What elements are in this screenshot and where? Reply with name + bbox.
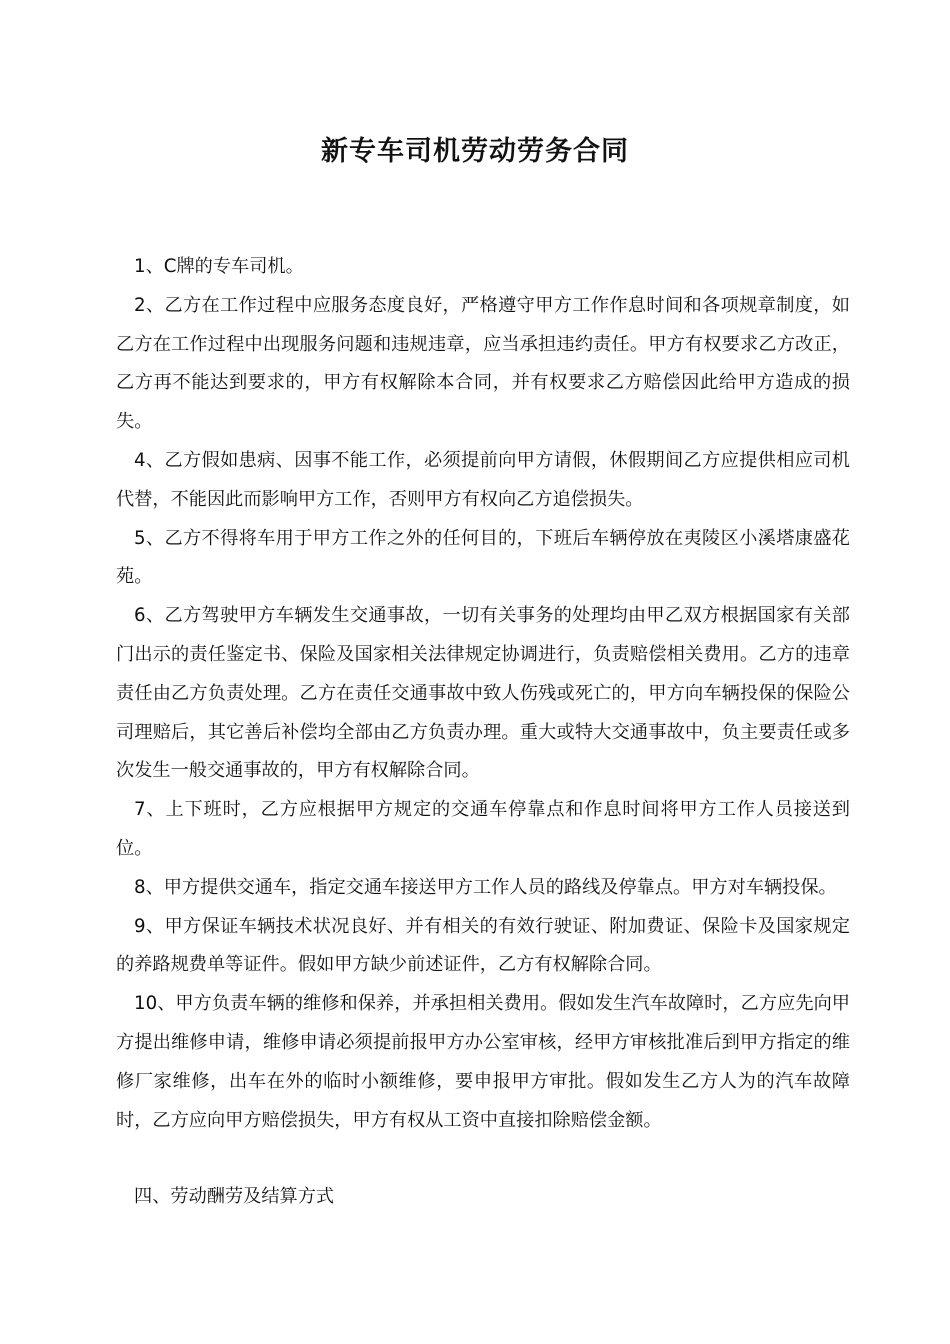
clause-8: 8、甲方提供交通车，指定交通车接送甲方工作人员的路线及停靠点。甲方对车辆投保。 — [134, 876, 837, 898]
clause-9: 9、甲方保证车辆技术状况良好、并有相关的有效行驶证、附加费证、保险卡及国家规定的养路规费单等证件。假如甲方缺少前述证件，乙方有权解除合同。 — [116, 915, 850, 976]
clause-7: 7、上下班时，乙方应根据甲方规定的交通车停靠点和作息时间将甲方工作人员接送到位。 — [116, 799, 850, 859]
document-title: 新专车司机劳动劳务合同 — [321, 136, 629, 167]
section-heading: 四、劳动酬劳及结算方式 — [134, 1186, 335, 1207]
clause-4: 4、乙方假如患病、因事不能工作，必须提前向甲方请假，休假期间乙方应提供相应司机代替，不能因此而影响甲方工作，否则甲方有权向乙方追偿损失。 — [116, 449, 850, 510]
clause-1: 1、C牌的专车司机。 — [134, 256, 304, 277]
clause-2: 2、乙方在工作过程中应服务态度良好，严格遵守甲方工作作息时间和各项规章制度，如乙方在工作过程中出现服务问题和违规违章，应当承担违约责任。甲方有权要求乙方改正，乙方再不能达到要求的，甲方有权解除本合同，并有权要求乙方赔偿因此给甲方造成的损失。 — [116, 294, 850, 433]
clause-6: 6、乙方驾驶甲方车辆发生交通事故，一切有关事务的处理均由甲乙双方根据国家有关部门出示的责任鉴定书、保险及国家相关法律规定协调进行，负责赔偿相关费用。乙方的违章责任由乙方负责处理。乙方在责任交通事故中致人伤残或死亡的，甲方向车辆投保的保险公司理赔后，其它善后补偿均全部由乙方负责办理。重大或特大交通事故中，负主要责任或多次发生一般交通事故的，甲方有权解除合同。 — [116, 605, 850, 782]
document-body — [116, 248, 850, 1140]
clause-5: 5、乙方不得将车用于甲方工作之外的任何目的，下班后车辆停放在夷陵区小溪塔康盛花苑。 — [116, 527, 850, 588]
clause-10: 10、甲方负责车辆的维修和保养，并承担相关费用。假如发生汽车故障时，乙方应先向甲方提出维修申请，维修申请必须提前报甲方办公室审核，经甲方审核批准后到甲方指定的维修厂家维修，出车在外的临时小额维修，要申报甲方审批。假如发生乙方人为的汽车故障时，乙方应向甲方赔偿损失，甲方有权从工资中直接扣除赔偿金额。 — [116, 993, 850, 1131]
